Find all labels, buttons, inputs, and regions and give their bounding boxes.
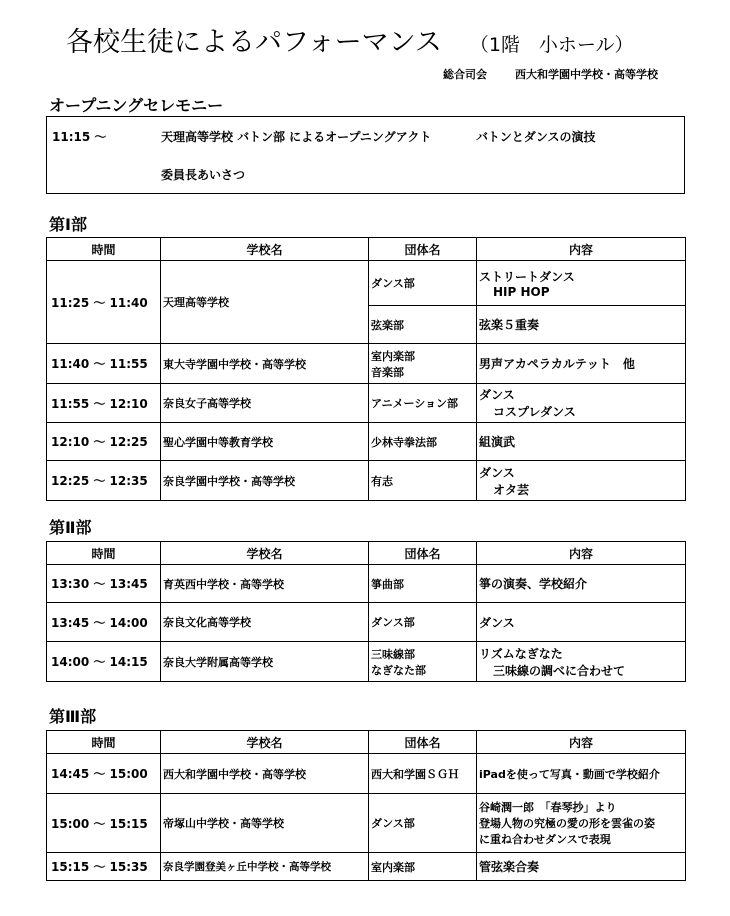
header-school: 学校名 [161, 238, 369, 261]
school-cell: 奈良学園登美ヶ丘中学校・高等学校 [161, 853, 369, 881]
content-cell: 弦楽５重奏 [477, 306, 686, 344]
opening-box [46, 116, 685, 194]
content-cell: 箏の演奏、学校紹介 [477, 565, 686, 603]
content-line: コスプレダンス [493, 405, 576, 419]
group-line: 音楽部 [371, 365, 404, 379]
header-time: 時間 [47, 731, 161, 754]
time-cell: 13:30 ～ 13:45 [47, 565, 161, 603]
opening-heading: オープニングセレモニー [49, 96, 224, 115]
content-line: HIP HOP [493, 284, 550, 299]
group-cell [369, 642, 477, 682]
group-cell: ダンス部 [369, 261, 477, 306]
school-cell: 帝塚山中学校・高等学校 [161, 794, 369, 853]
school-cell: 天理高等学校 [161, 261, 369, 344]
table-header-row [47, 542, 686, 565]
content-line: ストリートダンス [479, 269, 575, 284]
table-row [47, 261, 686, 306]
header-group: 団体名 [369, 542, 477, 565]
opening-time: 11:15 ～ [52, 130, 107, 144]
part1-table [46, 237, 686, 501]
header-group: 団体名 [369, 238, 477, 261]
part3-table [46, 730, 686, 881]
time-cell: 11:55 ～ 12:10 [47, 384, 161, 423]
title-text: 各校生徒によるパフォーマンス [66, 27, 442, 58]
school-cell: 聖心学園中等教育学校 [161, 423, 369, 461]
header-content: 内容 [477, 542, 686, 565]
content-line: 登場人物の究極の愛の形を雲雀の姿 [479, 817, 655, 830]
content-line: リズムなぎなた [479, 646, 563, 661]
page-title [66, 20, 634, 59]
part2-table [46, 541, 686, 682]
header-group: 団体名 [369, 731, 477, 754]
time-cell: 14:45 ～ 15:00 [47, 754, 161, 794]
content-cell [477, 261, 686, 306]
group-line: 室内楽部 [371, 349, 415, 363]
group-cell: 少林寺拳法部 [369, 423, 477, 461]
header-content: 内容 [477, 238, 686, 261]
table-row [47, 461, 686, 501]
table-row [47, 344, 686, 384]
content-line: 三味線の調べに合わせて [493, 663, 626, 678]
content-line: ダンス [479, 388, 515, 402]
table-row [47, 853, 686, 881]
time-cell: 15:15 ～ 15:35 [47, 853, 161, 881]
content-cell: 組演武 [477, 423, 686, 461]
content-cell [477, 461, 686, 501]
table-row [47, 794, 686, 853]
location-text: （1階 小ホール） [469, 34, 634, 56]
group-line: 三味線部 [371, 647, 415, 661]
part3-heading: 第Ⅲ部 [49, 707, 97, 726]
group-cell: アニメーション部 [369, 384, 477, 423]
header-content: 内容 [477, 731, 686, 754]
group-cell: ダンス部 [369, 603, 477, 642]
time-cell: 12:25 ～ 12:35 [47, 461, 161, 501]
content-cell [477, 794, 686, 853]
content-cell: ダンス [477, 603, 686, 642]
table-row [47, 642, 686, 682]
header-time: 時間 [47, 542, 161, 565]
group-cell: ダンス部 [369, 794, 477, 853]
table-row [47, 603, 686, 642]
content-line: オタ芸 [493, 482, 530, 497]
school-cell: 奈良女子高等学校 [161, 384, 369, 423]
school-cell: 奈良大学附属高等学校 [161, 642, 369, 682]
content-cell: 管弦楽合奏 [477, 853, 686, 881]
header-time: 時間 [47, 238, 161, 261]
group-cell: 有志 [369, 461, 477, 501]
school-cell: 奈良学園中学校・高等学校 [161, 461, 369, 501]
table-row [47, 384, 686, 423]
school-cell: 西大和学園中学校・高等学校 [161, 754, 369, 794]
group-cell: 西大和学園ＳＧＨ [369, 754, 477, 794]
group-line: なぎなた部 [371, 663, 426, 677]
host-line [443, 66, 658, 82]
group-cell: 箏曲部 [369, 565, 477, 603]
opening-act-content: バトンとダンスの演技 [476, 130, 596, 144]
content-line: に重ね合わせダンスで表現 [479, 833, 611, 846]
time-cell: 12:10 ～ 12:25 [47, 423, 161, 461]
header-school: 学校名 [161, 731, 369, 754]
opening-greeting: 委員長あいさつ [161, 168, 246, 182]
content-cell: iPadを使って写真・動画で学校紹介 [477, 754, 686, 794]
part1-heading: 第Ⅰ部 [49, 215, 87, 234]
content-cell [477, 384, 686, 423]
part2-heading: 第Ⅱ部 [49, 518, 92, 537]
host-label: 総合司会 [443, 68, 487, 81]
group-cell [369, 344, 477, 384]
time-cell: 13:45 ～ 14:00 [47, 603, 161, 642]
content-cell [477, 642, 686, 682]
content-cell: 男声アカペラカルテット 他 [477, 344, 686, 384]
time-cell: 11:25 ～ 11:40 [47, 261, 161, 344]
table-row [47, 565, 686, 603]
host-org: 西大和学園中学校・高等学校 [515, 68, 658, 81]
school-cell: 奈良文化高等学校 [161, 603, 369, 642]
group-cell: 弦楽部 [369, 306, 477, 344]
content-line: ダンス [479, 465, 515, 480]
table-row [47, 423, 686, 461]
content-line: 谷崎潤一郎 「春琴抄」より [479, 801, 617, 814]
time-cell: 14:00 ～ 14:15 [47, 642, 161, 682]
table-header-row [47, 731, 686, 754]
school-cell: 東大寺学園中学校・高等学校 [161, 344, 369, 384]
time-cell: 11:40 ～ 11:55 [47, 344, 161, 384]
group-cell: 室内楽部 [369, 853, 477, 881]
table-header-row [47, 238, 686, 261]
header-school: 学校名 [161, 542, 369, 565]
table-row [47, 754, 686, 794]
opening-act: 天理高等学校 バトン部 によるオープニングアクト [161, 130, 432, 144]
time-cell: 15:00 ～ 15:15 [47, 794, 161, 853]
school-cell: 育英西中学校・高等学校 [161, 565, 369, 603]
